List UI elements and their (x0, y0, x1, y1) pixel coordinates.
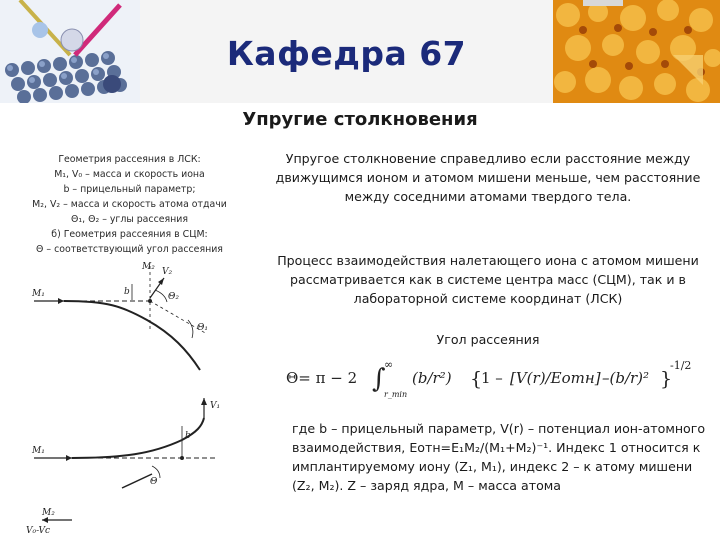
label-theta1-top: Θ₁ (197, 323, 208, 333)
formula-minus-term: –(b/r)² (602, 369, 650, 387)
formula-potential: [V(r)/Eотн] (510, 369, 601, 387)
formula-lower-limit: r_min (384, 390, 408, 399)
caption-line: M₁, V₀ – масса и скорость иона (54, 169, 205, 180)
scattering-angle-formula (284, 355, 704, 400)
paragraph-reference-frames: Процесс взаимодействия налетающего иона с атомом мишени рассматривается как в системе центра масс (СЦМ), так и в лабораторной системе координат (ЛСК) (277, 253, 699, 306)
paragraph-definitions: где b – прицельный параметр, V(r) – потенциал ион-атомного взаимодействия, Eотн=E₁M₂/(M₁+M₂)⁻¹. Индекс 1 относится к имплантируемому иону (Z₁, M₁), индекс 2 – к атому мишени (Z₂, M₂). Z – заряд ядра, M – масса атома (292, 421, 706, 493)
formula-brace-close: } (660, 368, 673, 390)
scattering-angle-heading: Угол рассеяния (436, 332, 540, 347)
formula-term1: (b/r²) (412, 369, 452, 387)
formula-upper-limit: ∞ (384, 358, 394, 371)
label-theta2-top: Θ₂ (168, 292, 179, 302)
label-v1-bottom: V₁ (210, 401, 221, 411)
slide-header (0, 0, 720, 103)
label-m2-top: M₂ (142, 262, 155, 272)
scattering-geometry-diagram (2, 258, 264, 540)
label-m1-bottom: M₁ (32, 446, 45, 456)
figure-caption (6, 152, 253, 257)
formula-one-minus: 1 – (481, 369, 503, 387)
micrograph-image (553, 0, 720, 103)
caption-line: б) Геометрия рассеяния в СЦМ: (51, 229, 208, 240)
caption-line: Θ – соответствующий угол рассеяния (36, 244, 223, 255)
caption-line: b – прицельный параметр; (63, 184, 196, 195)
integral-sign: ∫ (372, 364, 386, 394)
label-m2-bottom: M₂ (42, 508, 55, 518)
department-title: Кафедра 67 (226, 34, 467, 73)
formula-exponent: -1/2 (670, 359, 692, 372)
formula-brace-open: { (470, 368, 483, 390)
label-theta-bottom: Θ (150, 477, 158, 487)
paragraph-elastic-condition: Упругое столкновение справедливо если расстояние между движущимся ионом и атомом мишени меньше, чем расстояние между соседними атомами твердого тела. (275, 151, 701, 204)
label-b-bottom: b (185, 431, 191, 441)
atom-lattice-image (0, 0, 140, 103)
caption-line: Θ₁, Θ₂ – углы рассеяния (70, 214, 188, 225)
caption-line: Геометрия рассеяния в ЛСК: (58, 154, 201, 165)
label-m1-top: M₁ (32, 289, 45, 299)
formula-lhs: Θ= π − 2 (286, 369, 358, 387)
cm-recoil-arrow (122, 474, 152, 488)
caption-line: M₂, V₂ – масса и скорость атома отдачи (32, 199, 227, 210)
label-vc-bottom: V₀-Vc (26, 526, 51, 536)
label-b-top: b (124, 287, 130, 297)
ion-trajectory (64, 301, 200, 370)
slide-title: Упругие столкновения (242, 109, 478, 130)
label-v-top: V₂ (162, 267, 173, 277)
